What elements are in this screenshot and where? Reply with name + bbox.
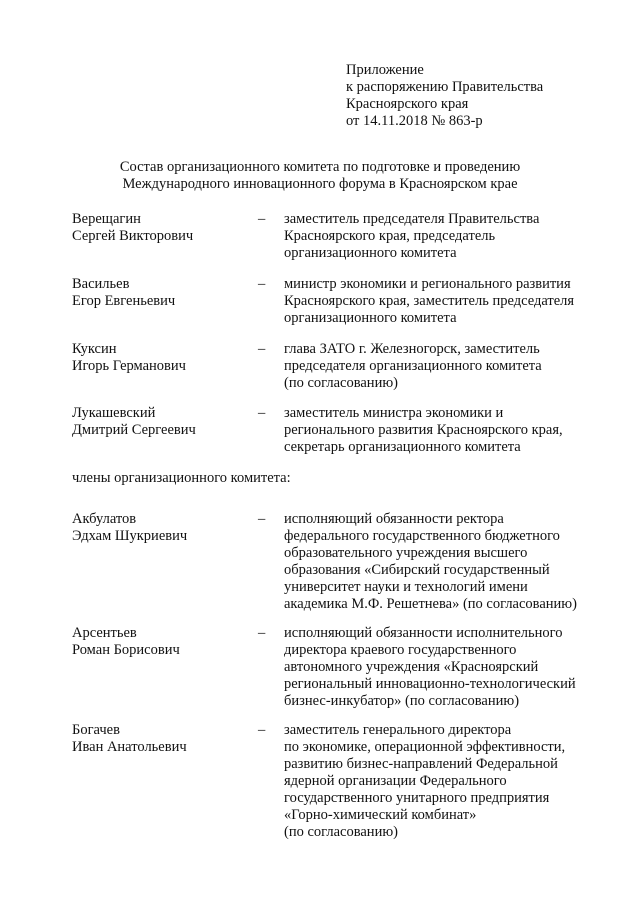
role-line: автономного учреждения «Красноярский (284, 659, 539, 675)
person-role (284, 722, 614, 841)
role-line: Красноярского края, заместитель председателя (284, 293, 575, 309)
role-line: «Горно-химический комбинат» (284, 807, 477, 823)
title-line: Состав организационного комитета по подготовке и проведению (119, 159, 521, 175)
appendix-header (346, 62, 543, 130)
person-name (72, 405, 257, 439)
role-line: заместитель генерального директора (284, 722, 512, 738)
role-line: заместитель министра экономики и (284, 405, 504, 421)
title-line: Международного инновационного форума в Красноярском крае (122, 176, 518, 192)
given-names: Иван Анатольевич (72, 739, 187, 755)
person-role (284, 405, 614, 456)
members-heading: члены организационного комитета: (72, 470, 291, 486)
dash-separator: – (258, 341, 266, 357)
role-line: исполняющий обязанности ректора (284, 511, 504, 527)
role-line: регионального развития Красноярского края, (284, 422, 563, 438)
dash-separator: – (258, 405, 266, 421)
role-line: образования «Сибирский государственный (284, 562, 550, 578)
role-line: (по согласованию) (284, 824, 398, 840)
given-names: Игорь Германович (72, 358, 186, 374)
role-line: директора краевого государственного (284, 642, 517, 658)
dash-separator: – (258, 211, 266, 227)
role-line: университет науки и технологий имени (284, 579, 528, 595)
person-role (284, 341, 614, 392)
document-title (0, 159, 640, 193)
surname: Куксин (72, 341, 117, 357)
person-name (72, 625, 257, 659)
person-name (72, 211, 257, 245)
given-names: Егор Евгеньевич (72, 293, 176, 309)
surname: Акбулатов (72, 511, 137, 527)
role-line: организационного комитета (284, 310, 457, 326)
surname: Васильев (72, 276, 130, 292)
role-line: государственного унитарного предприятия (284, 790, 550, 806)
person-name (72, 722, 257, 756)
surname: Верещагин (72, 211, 141, 227)
given-names: Сергей Викторович (72, 228, 194, 244)
dash-separator: – (258, 276, 266, 292)
appendix-line: к распоряжению Правительства (346, 79, 544, 95)
role-line: секретарь организационного комитета (284, 439, 521, 455)
given-names: Дмитрий Сергеевич (72, 422, 196, 438)
appendix-line: Красноярского края (346, 96, 469, 112)
role-line: федерального государственного бюджетного (284, 528, 560, 544)
role-line: образовательного учреждения высшего (284, 545, 528, 561)
role-line: глава ЗАТО г. Железногорск, заместитель (284, 341, 540, 357)
role-line: заместитель председателя Правительства (284, 211, 540, 227)
dash-separator: – (258, 722, 266, 738)
role-line: региональный инновационно-технологический (284, 676, 576, 692)
role-line: председателя организационного комитета (284, 358, 542, 374)
person-name (72, 511, 257, 545)
surname: Арсентьев (72, 625, 137, 641)
role-line: ядерной организации Федерального (284, 773, 507, 789)
role-line: развитию бизнес-направлений Федеральной (284, 756, 558, 772)
role-line: бизнес-инкубатор» (по согласованию) (284, 693, 520, 709)
role-line: академика М.Ф. Решетнева» (по согласованию) (284, 596, 577, 612)
surname: Лукашевский (72, 405, 156, 421)
given-names: Эдхам Шукриевич (72, 528, 188, 544)
person-role (284, 625, 614, 710)
role-line: организационного комитета (284, 245, 457, 261)
appendix-line: от 14.11.2018 № 863-р (346, 113, 483, 129)
given-names: Роман Борисович (72, 642, 180, 658)
dash-separator: – (258, 625, 266, 641)
dash-separator: – (258, 511, 266, 527)
appendix-line: Приложение (346, 62, 424, 78)
person-role (284, 511, 614, 613)
person-name (72, 341, 257, 375)
person-role (284, 211, 614, 262)
role-line: исполняющий обязанности исполнительного (284, 625, 563, 641)
role-line: (по согласованию) (284, 375, 398, 391)
person-role (284, 276, 614, 327)
surname: Богачев (72, 722, 120, 738)
role-line: Красноярского края, председатель (284, 228, 496, 244)
role-line: министр экономики и регионального развития (284, 276, 571, 292)
role-line: по экономике, операционной эффективности, (284, 739, 566, 755)
person-name (72, 276, 257, 310)
